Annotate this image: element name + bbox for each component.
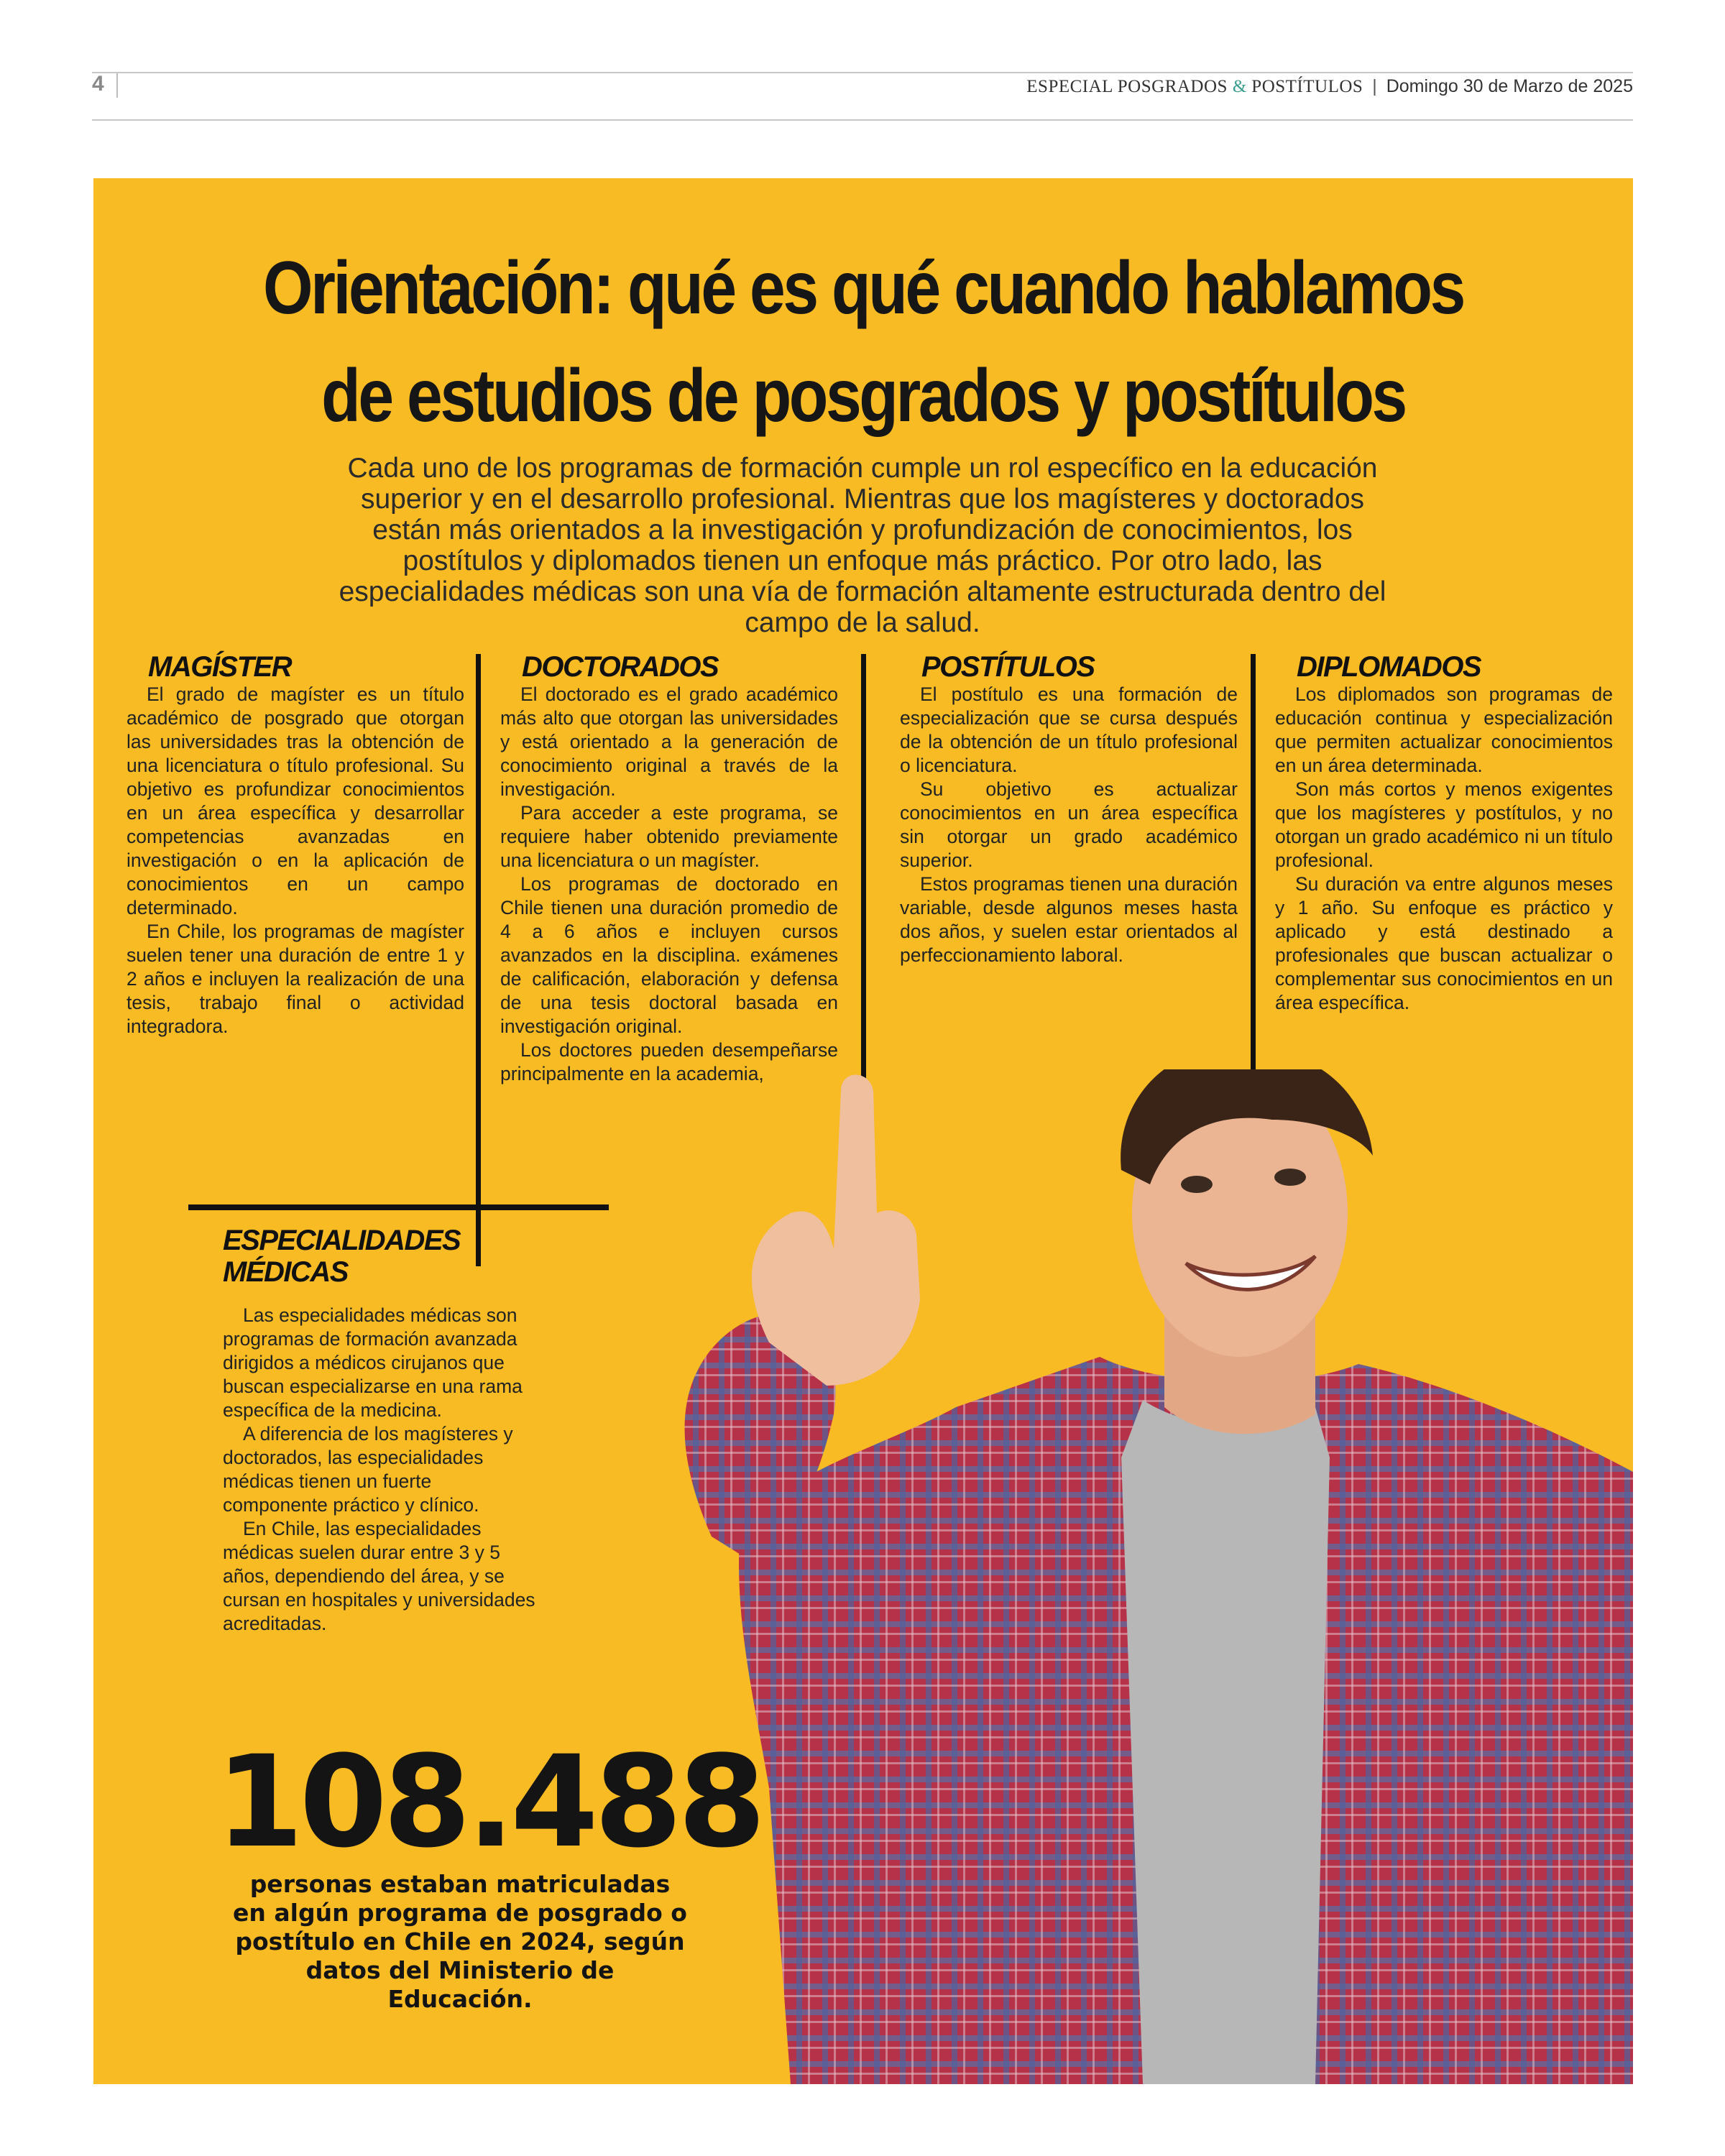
article-title [201,234,1525,450]
page-number: 4 [92,72,104,96]
specialties-heading-line2: MÉDICAS [223,1256,348,1288]
specialties-paragraph: Las especialidades médicas son programas de formación avanzada dirigidos a médicos cirujanos que buscan especializarse en una rama específica de la medicina. [223,1304,523,1421]
grey-tshirt [1121,1400,1330,2084]
column-paragraph: El doctorado es el grado académico más alto que otorgan las universidades y está orientado a la generación de conocimiento original a través de la investigación. [500,683,838,800]
column-paragraph: Su objetivo es actualizar conocimientos en un área específica sin otorgar un grado académico superior. [900,778,1238,871]
header-separator: | [1372,76,1377,96]
header-top-rule [92,72,1633,73]
specialties-box [223,1225,539,1636]
column-paragraph: Los programas de doctorado en Chile tienen una duración promedio de 4 a 6 años e incluyen cursos avanzados en la disciplina. exámenes de calificación, elaboración y defensa de una tesis doctoral basada en investigación original. [500,873,838,1037]
specialties-paragraph: A diferencia de los magísteres y doctorados, las especialidades médicas tienen un fuerte componente práctico y clínico. [223,1423,513,1516]
issue-date: Domingo 30 de Marzo de 2025 [1386,76,1633,96]
title-line-1: Orientación: qué es qué cuando hablamos [263,247,1463,330]
specialties-heading-line1: ESPECIALIDADES [223,1225,461,1256]
right-eye [1274,1169,1306,1186]
article-lead: Cada uno de los programas de formación cumple un rol específico en la educación superior y en el desarrollo profesional. Mientras que los magísteres y doctorados están más orientados a la investigación y profundización de conocimientos, los postítulos y diplomados tienen un enfoque más práctico. Por otro lado, las especialidades médicas son una vía de formación altamente estructurada dentro del campo de la salud. [339,453,1386,638]
column-paragraph: El postítulo es una formación de especialización que se cursa después de la obtención de un título profesional o licenciatura. [900,683,1238,776]
pointing-hand [752,1075,920,1386]
column-magister [126,651,464,1038]
column-doctorados [500,651,838,1086]
column-heading: MAGÍSTER [148,651,292,683]
specialties-paragraph: En Chile, las especialidades médicas suelen durar entre 3 y 5 años, dependiendo del área, y se cursan en hospitales y universidades acreditadas. [223,1518,535,1634]
column-heading: DIPLOMADOS [1297,651,1481,683]
page-number-separator [116,73,118,98]
column-paragraph: Para acceder a este programa, se requiere haber obtenido previamente una licenciatura o un magíster. [500,802,838,871]
title-line-2: de estudios de posgrados y postítulos [321,354,1405,438]
left-eye [1181,1176,1213,1193]
enrollment-number: 108.488 [216,1728,762,1876]
column-paragraph: Los diplomados son programas de educación continua y especialización que permiten actualizar conocimientos en un área determinada. [1275,683,1613,776]
section-ampersand: & [1232,77,1247,96]
column-heading: POSTÍTULOS [921,651,1095,683]
column-paragraph: El grado de magíster es un título académico de posgrado que otorgan las universidades tras la obtención de una licenciatura o título profesional. Su objetivo es profundizar conocimientos en un área específica y desarrollar competencias avanzadas en investigación o en la aplicación de conocimientos en un campo determinado. [126,683,464,918]
header-bottom-rule [92,119,1633,121]
student-pointing-photo [553,1069,1633,2084]
specialties-heading [223,1225,539,1288]
column-postitulos [900,651,1238,967]
column-heading: DOCTORADOS [522,651,719,683]
section-name-part1: ESPECIAL POSGRADOS [1026,77,1228,96]
column-paragraph: Su duración va entre algunos meses y 1 año. Su enfoque es práctico y aplicado y está destinado a profesionales que buscan actualizar o complementar sus conocimientos en un área específica. [1275,873,1613,1013]
column-paragraph: Son más cortos y menos exigentes que los magísteres y postítulos, y no otorgan un grado académico ni un título profesional. [1275,778,1613,871]
column-paragraph: Los doctores pueden desempeñarse principalmente en la academia, [500,1039,838,1084]
enrollment-caption: personas estaban matriculadas en algún programa de posgrado o postítulo en Chile en 2024, según datos del Ministerio de Educación. [233,1870,687,2013]
article-panel [93,178,1633,2084]
column-paragraph: Estos programas tienen una duración variable, desde algunos meses hasta dos años, y suelen estar orientados al perfeccionamiento laboral. [900,873,1238,966]
specialties-rule [188,1204,609,1210]
column-divider [476,654,481,1266]
column-diplomados [1275,651,1613,1015]
running-header [1026,76,1633,97]
column-paragraph: En Chile, los programas de magíster suelen tener una duración de entre 1 y 2 años e incluyen la realización de una tesis, trabajo final o actividad integradora. [126,921,464,1037]
section-name-part2: POSTÍTULOS [1251,77,1363,96]
